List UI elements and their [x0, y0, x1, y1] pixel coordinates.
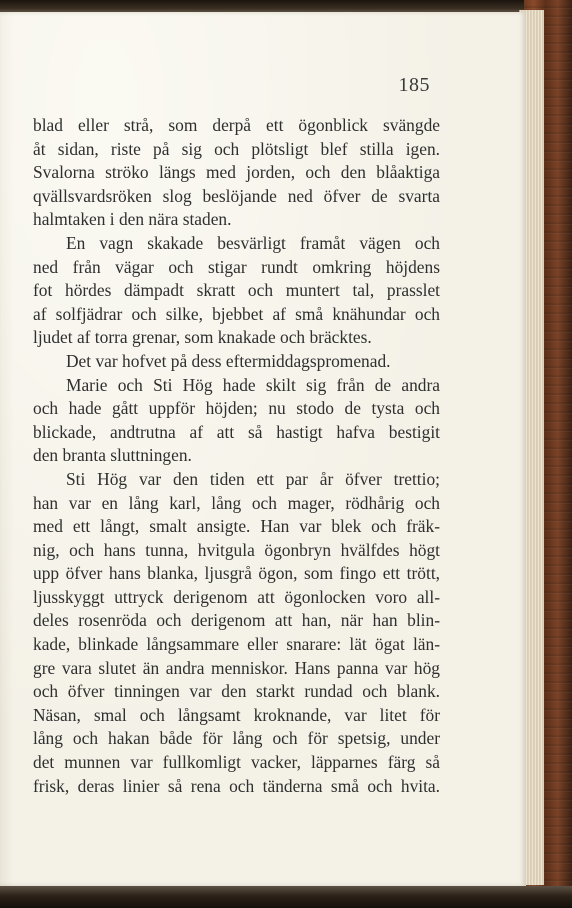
text-line: Näsan, smal och långsamt kroknande, var litet för	[33, 704, 440, 725]
text-line: af solfjädrar och silke, bjebbet af små knähundar och	[33, 303, 440, 324]
text-line: qvällsvardsröken slog beslöjande ned öfver de svarta	[33, 185, 440, 206]
text-line: ned från vägar och stigar rundt omkring höjdens	[33, 256, 440, 277]
text-line: frisk, deras linier så rena och tänderna små och hvita.	[33, 775, 440, 796]
text-line: Sti Hög var den tiden ett par år öfver trettio;	[66, 468, 440, 489]
book-page	[0, 12, 526, 886]
text-line: deles rosenröda och derigenom att han, när han blin-	[33, 610, 440, 631]
text-line: upp öfver hans blanka, ljusgrå ögon, som fingo ett trött,	[33, 563, 440, 584]
text-line: lång och hakan både för lång och för spetsig, under	[33, 728, 440, 749]
text-line: ljusskyggt uttryck derigenom att ögonlocken voro all-	[33, 586, 440, 607]
text-line: och hade gått uppför höjden; nu stodo de tysta och	[33, 398, 440, 419]
text-line: kade, blinkade långsammare eller snarare: lät ögat län-	[33, 634, 440, 655]
text-line: och öfver tinningen var den starkt rundad och blank.	[33, 681, 440, 702]
text-line: Det var hofvet på dess eftermiddagspromenad.	[66, 350, 391, 371]
text-line: En vagn skakade besvärligt framåt vägen och	[66, 232, 440, 253]
text-line: han var en lång karl, lång och mager, rödhårig och	[33, 492, 440, 513]
text-line: med ett långt, smalt ansigte. Han var blek och fräk-	[33, 516, 440, 537]
text-line: ljudet af torra grenar, som knakade och bräcktes.	[33, 327, 372, 348]
text-line: blickade, andtrutna af att så hastigt hafva bestigit	[33, 421, 440, 442]
text-line: Marie och Sti Hög hade skilt sig från de andra	[66, 374, 440, 395]
body-text	[33, 114, 440, 798]
text-line: Svalorna ströko längs med jorden, och den blåaktiga	[33, 162, 440, 183]
text-line: gre vara slutet än andra menniskor. Hans panna var hög	[33, 657, 440, 678]
text-line: fot hördes dämpadt skratt och muntert tal, prasslet	[33, 280, 440, 301]
text-line: nig, och hans tunna, hvitgula ögonbryn hvälfdes högt	[33, 539, 440, 560]
text-line: halmtaken i den nära staden.	[33, 209, 232, 230]
text-line: det munnen var fullkomligt vacker, läpparnes färg så	[33, 752, 440, 773]
text-line: åt sidan, riste på sig och plötsligt blef stilla igen.	[33, 138, 440, 159]
text-line: blad eller strå, som derpå ett ögonblick svängde	[33, 115, 440, 135]
text-line: den branta sluttningen.	[33, 445, 192, 466]
scan-bottom-edge	[0, 886, 572, 908]
page-number: 185	[398, 74, 430, 96]
